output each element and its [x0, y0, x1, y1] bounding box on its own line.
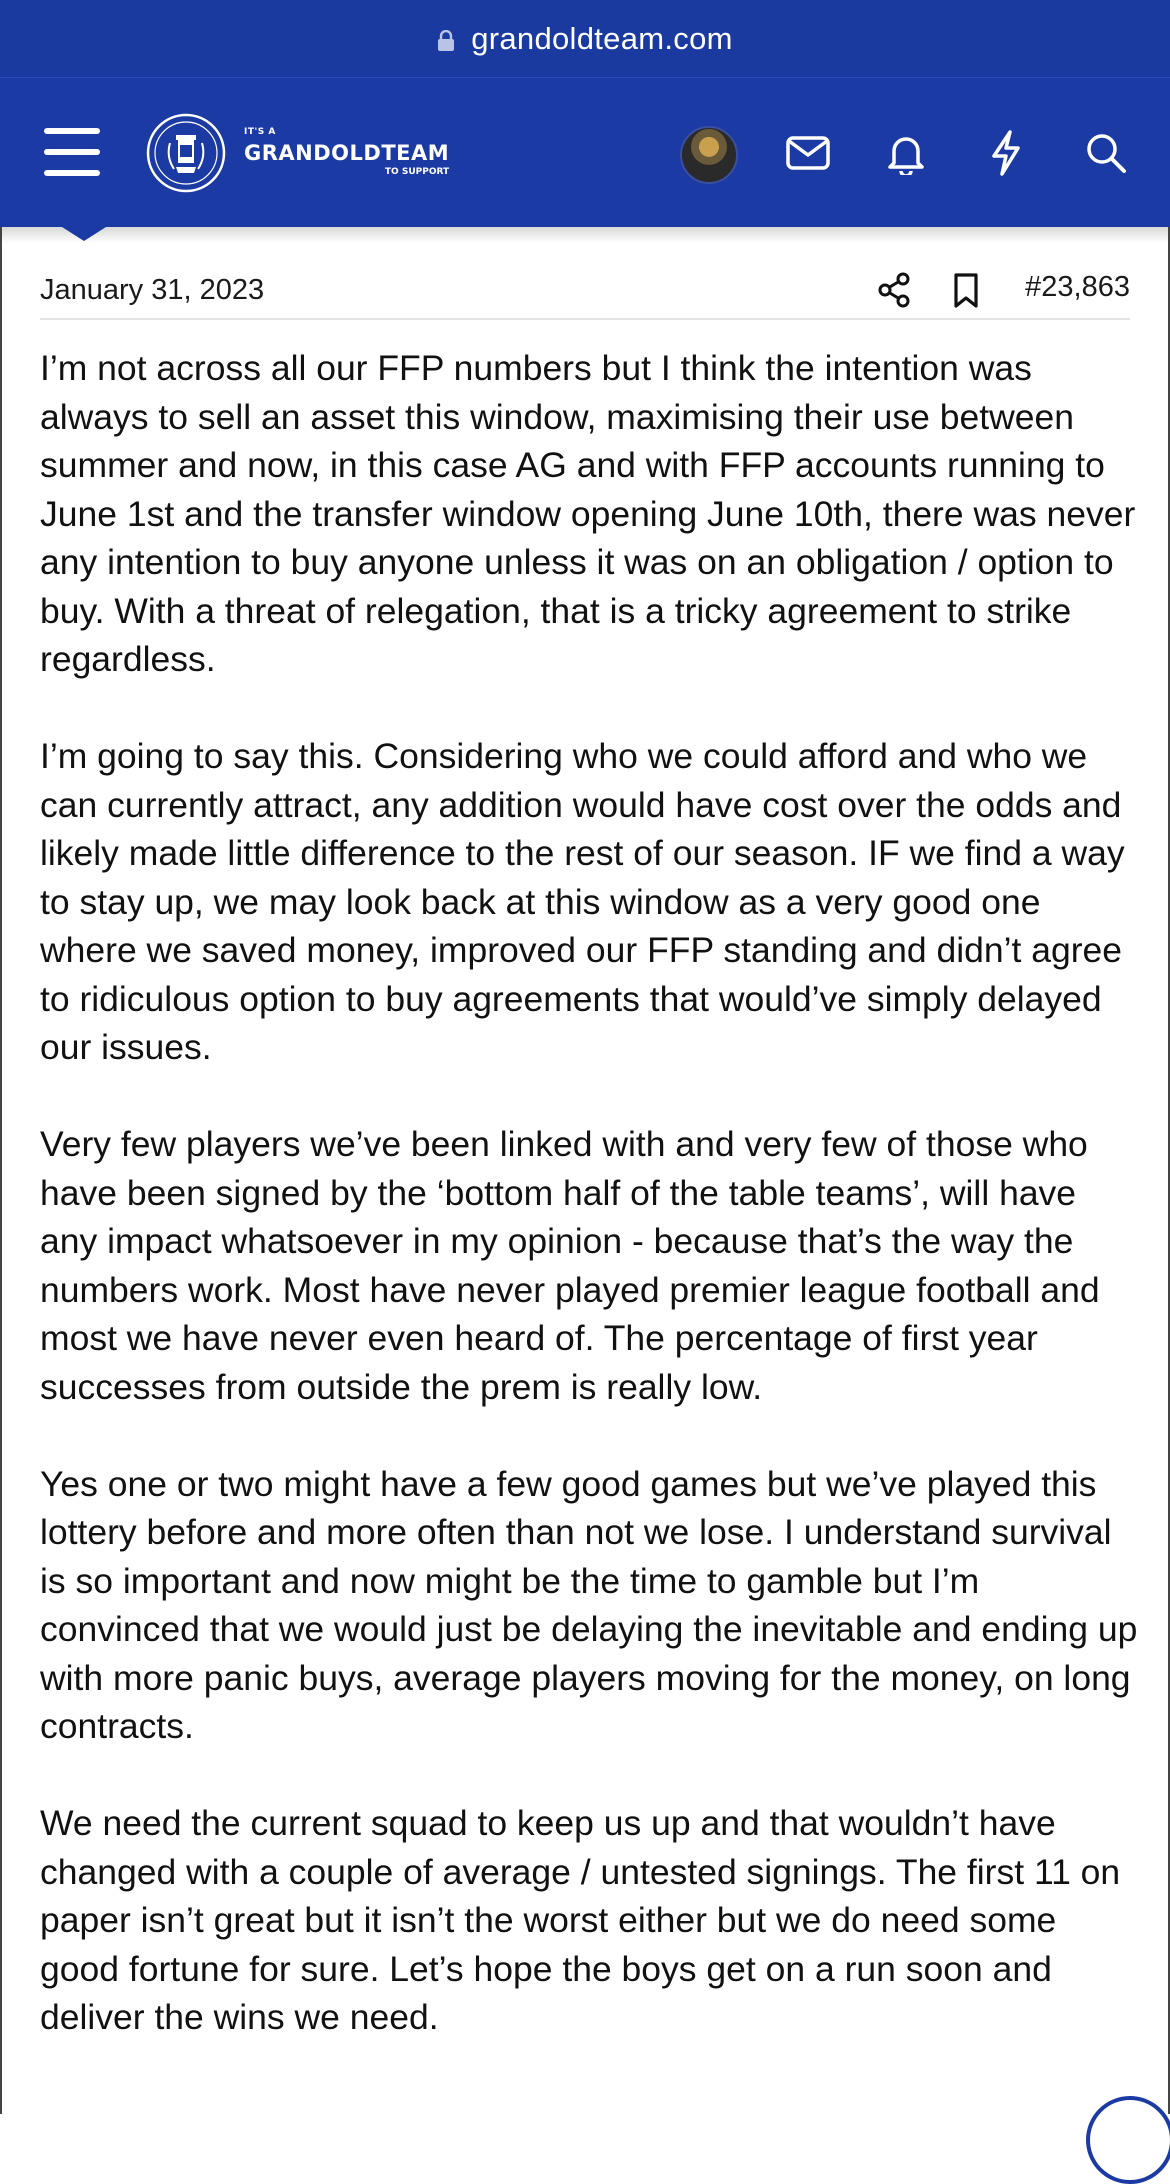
crest-icon	[146, 113, 226, 193]
envelope-icon[interactable]	[778, 123, 838, 183]
lightning-icon[interactable]	[976, 123, 1036, 183]
browser-url-bar[interactable]	[0, 0, 1170, 77]
post-date[interactable]: January 31, 2023	[40, 274, 265, 306]
header-shadow	[0, 227, 1170, 243]
left-border	[0, 227, 2, 2114]
post-paragraph: Yes one or two might have a few good games but we’ve played this lottery before and more often than not we lose. I understand survival is so important and now might be the time to gamble but I’m convinced that we would just be delaying the inevitable and ending up with more panic buys, average players moving for the money, on long contracts.	[40, 1463, 1138, 1746]
hamburger-menu-icon[interactable]	[44, 128, 100, 176]
post-body	[40, 344, 1140, 2090]
menu-pointer	[62, 227, 106, 241]
avatar[interactable]	[680, 126, 738, 184]
post-paragraph: Very few players we’ve been linked with and very few of those who have been signed by the ‘bottom half of the table teams’, will have any impact whatsoever in my opinion - because that’s the way the numbers work. Most have never played premier league football and most we have never even heard of. The percentage of first year successes from outside the prem is really low.	[40, 1124, 1100, 1407]
site-header	[0, 77, 1170, 228]
post-number-link[interactable]: #23,863	[1025, 271, 1130, 303]
post-paragraph: We need the current squad to keep us up and that wouldn’t have changed with a couple of average / untested signings. The first 11 on paper isn’t great but it isn’t the worst either but we do need some good fortune for sure. Let’s hope the boys get on a run soon and deliver the wins we need.	[40, 1803, 1121, 2037]
floating-action-button[interactable]	[1086, 2096, 1170, 2184]
logo-line-3: TO SUPPORT	[384, 167, 450, 177]
logo-line-2: GRANDOLDTEAM	[244, 141, 450, 165]
share-icon[interactable]	[874, 270, 914, 310]
url-text: grandoldteam.com	[471, 20, 733, 56]
post-paragraph: I’m not across all our FFP numbers but I think the intention was always to sell an asset this window, maximising their use between summer and now, in this case AG and with FFP accounts running to June 1st and the transfer window opening June 10th, there was never any intention to buy anyone unless it was on an obligation / option to buy. With a threat of relegation, that is a tricky agreement to strike regardless.	[40, 348, 1136, 679]
logo-line-1: IT'S A	[244, 127, 276, 137]
post-paragraph: I’m going to say this. Considering who we could afford and who we can currently attract, any addition would have cost over the odds and likely made little difference to the rest of our season. IF we find a way to stay up, we may look back at this window as a very good one where we saved money, improved our FFP standing and didn’t agree to ridiculous option to buy agreements that would’ve simply delayed our issues.	[40, 736, 1125, 1067]
post-header	[40, 262, 1130, 320]
site-logo[interactable]	[146, 113, 450, 193]
bookmark-icon[interactable]	[946, 270, 986, 310]
search-icon[interactable]	[1076, 123, 1136, 183]
bell-icon[interactable]	[876, 123, 936, 183]
lock-icon	[437, 30, 455, 52]
